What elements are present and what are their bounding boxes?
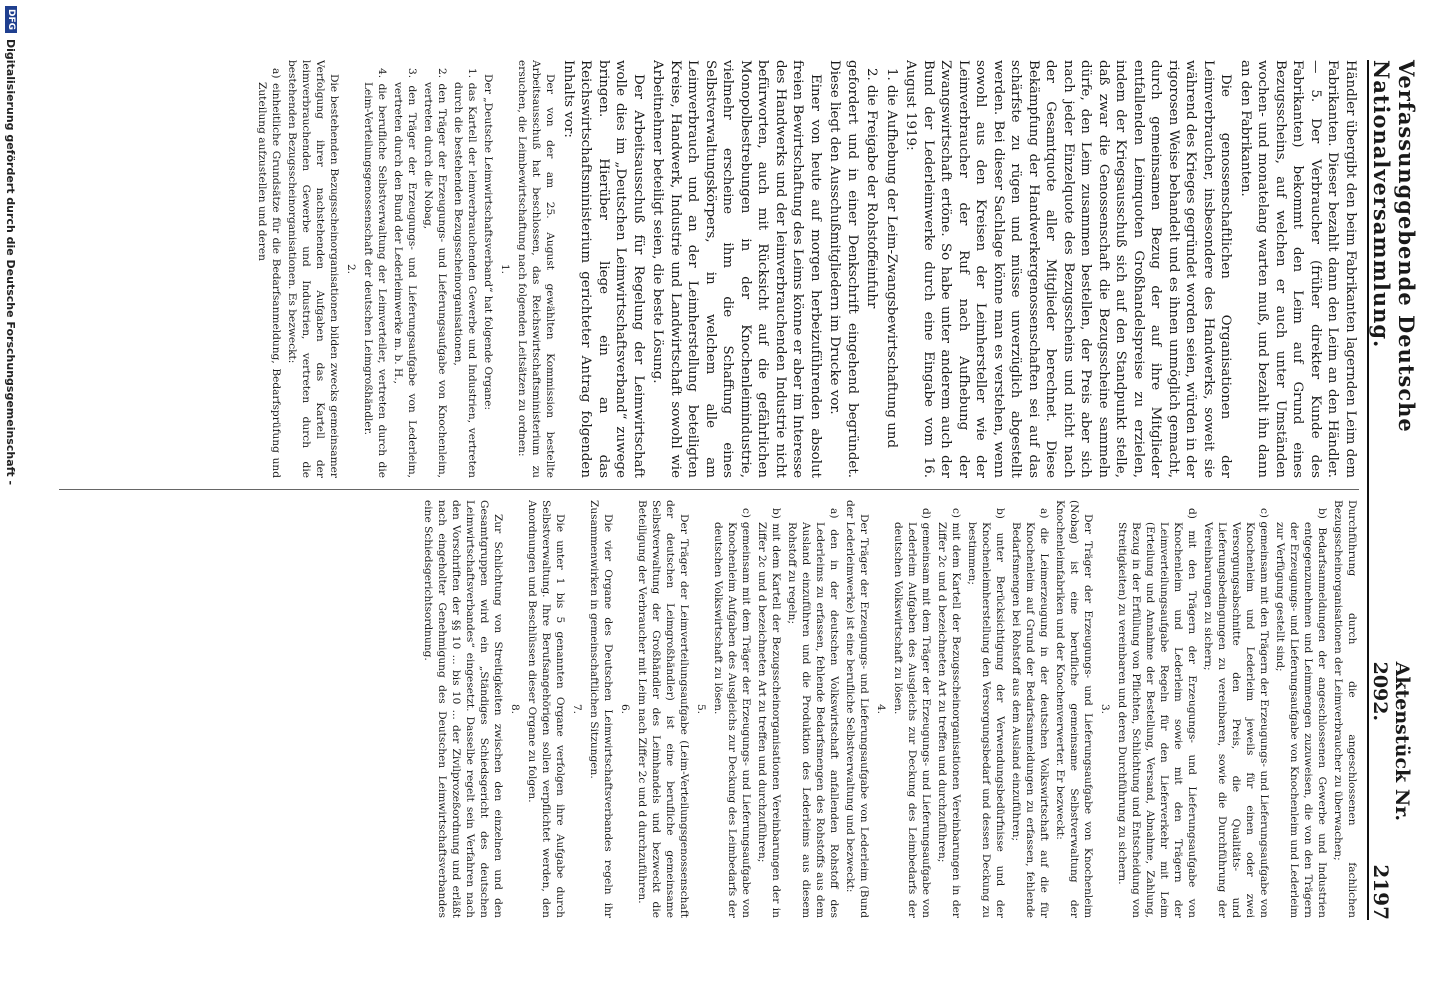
left-paragraph: 1. bbox=[499, 263, 512, 275]
left-paragraph: Die genossenschaftlichen Organisationen der Leimverbraucher, insbesondere des Handwerks, soweit sie während des Krieges gegründet worden seien, würden in der rigorosen Weise behandelt und es ihnen unmöglich gemacht, durch gemeinsamen Bezug der auf ihre Mitglieder entfallenden Leimquoten Großhandelspreise zu erzielen, indem der Kriegsausschuß sich auf den Standpunkt stelle, daß zwar die Genossenschaft die Bezugsscheine sammeln dürfe, den Leim zusammen bestellen, der Preis aber sich nach jeder Einzelquote des Bezugsscheins und nicht nach der Gesamtquote aller Mitglieder berechnet. Diese Bekämpfung der Handwerkergenossenschaften sei auf das schärfste zu rügen und müsse unverzüglich abgestellt werden. Bei dieser Sachlage könne man es verstehen, wenn sowohl aus den Kreisen der Leimhersteller wie der Leimverbraucher der Ruf nach Aufhebung der Zwangswirtschaft ertöne. So habe unter anderem auch der Bund der Lederleimwerke durch eine Eingabe vom 16. August 1919: bbox=[903, 60, 1234, 478]
right-paragraph: a) den in der deutschen Volkswirtschaft anfallenden Rohstoff des Lederleims zu erfassen, fehlende Bedarfsmengen des Rohstoffs aus dem Ausland einzuführen und die Produktion des Lederleims aus diesem Rohstoff zu regeln; bbox=[786, 508, 840, 918]
right-paragraph: d) mit den Trägern der Erzeugungs- und Lieferungsaufgabe von Knochenleim und Lederleim sowie mit den Trägern der Leimverteilungsaufgabe Regeln für den Lieferverkehr mit Leim (Erteilung und Annahme der Bestellung, Versand, Abnahme, Zahlung, Bezug in der Erfüllung von Pflichten, Schlichtung und Entscheidung von Streitigkeiten) zu vereinbaren und deren Durchführung zu sichern. bbox=[1116, 508, 1198, 918]
digitization-credit bbox=[0, 0, 22, 1006]
right-paragraph: Der Träger der Erzeugungs- und Lieferungsaufgabe von Knochenleim (Nobag) ist eine berufliche gemeinsame Selbstverwaltung der Knochenleimfabriken und der Knochenverwerter. Er bezweckt: bbox=[1054, 500, 1094, 918]
right-paragraph: c) gemeinsam mit den Trägern der Erzeugungs- und Lieferungsaufgabe von Knochenleim und Lederleim jeweils für einen oder zwei Versorgungsabschnitte den Preis, die Qualitäts- und Lieferungsbedingungen zu vereinbaren, sowie die Durchführung der Vereinbarungen zu sichern; bbox=[1202, 508, 1270, 918]
right-paragraph: Zur Schlichtung von Streitigkeiten zwischen den einzelnen und den Gesamtgruppen wird ein „Ständiges Schiedsgericht des deutschen Leimwirtschaftsverbandes“ eingesetzt. Dasselbe regelt sein Verfahren nach den Vorschriften der §§ 10 ... bis 10 ... der Zivilprozeßordnung und erläßt nach eingeholter Genehmigung des Deutschen Leimwirtschaftsverbandes eine Schiedsgerichtsordnung. bbox=[422, 500, 504, 918]
right-paragraph: 4. bbox=[875, 703, 887, 715]
right-paragraph: b) mit dem Kartell der Bezugsscheinorganisationen Vereinbarungen der in Ziffer 2c und d bezeichneten Art zu treffen und durchzuführen; bbox=[756, 508, 782, 918]
right-paragraph: Der Träger der Leimverteilungsaufgabe (Leim-Verteilungsgenossenschaft der deutschen Leimgroßhändler) ist eine berufliche gemeinsame Selbstverwaltung der Großhändler des Leimhandels und bezweckt die Beteiligung der Verbraucher mit Leim nach Ziffer 2c und d durchzuführen. bbox=[636, 500, 690, 918]
left-paragraph: Händler übergibt den beim Fabrikanten lagernden Leim dem Fabrikanten. Dieser bezahlt dann den Leim an den Händler. — 5. Der Verbraucher (früher direkter Kunde des Fabrikanten) bekommt den Leim auf Grund eines Bezugsscheins, auf welchen er auch unter Umständen wochen- und monatelang warten muß, und bezahlt ihn dann an den Fabrikanten. bbox=[1238, 60, 1358, 478]
right-paragraph: 3. bbox=[1099, 703, 1111, 715]
right-paragraph: c) gemeinsam mit dem Träger der Erzeugungs- und Lieferungsaufgabe von Knochenleim Aufgaben des Ausgleichs zur Deckung des Leimbedarfs der deutschen Volkswirtschaft zu lösen. bbox=[712, 508, 752, 918]
column-divider bbox=[59, 489, 1359, 490]
right-paragraph: 7. bbox=[571, 703, 583, 715]
right-paragraph: 6. bbox=[619, 703, 631, 715]
right-paragraph: a) die Leimerzeugung in der deutschen Volkswirtschaft auf die für Knochenleim auf Grund der Bedarfsanmeldungen zu erfassen, fehlende Bedarfsmengen bei Rohstoff aus dem Ausland einzuführen; bbox=[1010, 508, 1050, 918]
left-paragraph: 3. den Träger der Erzeugungs- und Lieferungsaufgabe von Lederleim, vertreten durch den Bund der Lederleimwerke m. b. H., bbox=[392, 68, 419, 478]
left-paragraph: 2. bbox=[345, 263, 358, 275]
left-paragraph: 4. die berufliche Selbstverwaltung der Leimverteiler, vertreten durch die Leim-Verteilungsgenossenschaft der deutschen Leimgroßhändler. bbox=[362, 68, 389, 478]
page-number: 2197 bbox=[1369, 864, 1393, 920]
right-paragraph: Die unter 1 bis 5 genannten Organe verfolgen ihre Aufgabe durch Selbstverwaltung. Ihre Berufsangehörigen sollen verpflichtet werden, den Anordnungen und Beschlüssen dieser Organe zu folgen. bbox=[526, 500, 566, 918]
right-column bbox=[49, 500, 1359, 918]
right-paragraph: b) Bedarfsanmeldungen der angeschlossenen Gewerbe und Industrien entgegenzunehmen und Leimmengen zuzuweisen, die von den Trägern der Erzeugungs- und Lieferungsaufgabe von Knochenleim und Lederleim zur Verfügung gestellt sind; bbox=[1274, 508, 1328, 918]
left-paragraph: a) einheitliche Grundsätze für die Bedarfsanmeldung, Bedarfsprüfung und Zuteilung aufzustellen und deren bbox=[256, 68, 283, 478]
document-page bbox=[25, 30, 1419, 950]
left-paragraph: Der „Deutsche Leimwirtschaftsverband“ hat folgende Organe: bbox=[482, 74, 495, 411]
digitization-credit-text: Digitalisierung gefördert durch die Deutsche Forschungsgemeinschaft - bbox=[4, 39, 18, 486]
header-title: Verfassunggebende Deutsche Nationalversammlung. bbox=[1369, 60, 1419, 433]
left-paragraph: 2. den Träger der Erzeugungs- und Lieferungsaufgabe von Knochenleim, vertreten durch die Nobag, bbox=[422, 68, 449, 478]
right-paragraph: Der Träger der Erzeugungs- und Lieferungsaufgabe von Lederleim (Bund der Lederleimwerke) ist eine berufliche Selbstverwaltung und bezweckt: bbox=[844, 500, 870, 918]
left-paragraph: 1. das Kartell der leimverbrauchenden Gewerbe und Industrien, vertreten durch die bestehenden Bezugsscheinorganisationen, bbox=[452, 68, 479, 478]
right-paragraph: b) unter Berücksichtigung der Verwendungsbedürfnisse und der Knochenleimherstellung den Versorgungsbedarf und dessen Deckung zu bestimmen; bbox=[966, 508, 1006, 918]
left-paragraph: Die bestehenden Bezugsscheinorganisationen bilden zwecks gemeinsamer Verfolgung ihrer nachstehenden Aufgaben das Kartell der leimverbrauchenden Gewerbe und Industrien, vertreten durch die bestehenden Bezugsscheinorganisationen. Es bezweckt: bbox=[286, 60, 341, 478]
right-paragraph: c) mit dem Kartell der Bezugsscheinorganisationen Vereinbarungen in der Ziffer 2c und d bezeichneten Art zu treffen und durchzuführen; bbox=[936, 508, 962, 918]
left-paragraph: Der Arbeitsausschuß für Regelung der Leimwirtschaft wolle dies im „Deutschen Leimwirtschaftsverband“ zuwege bringen. Hierüber liege ein an das Reichswirtschaftsministerium gerichteter Antrag folgenden Inhalts vor: bbox=[561, 60, 646, 478]
left-paragraph: Einer von heute auf morgen herbeizuführenden absolut freien Bewirtschaftung des Leims könne er aber im Interesse des Handwerks und der leimverbrauchenden Industrie nicht befürworten, auch mit Rücksicht auf die gefährlichen Monopolbestrebungen in der Knochenleimindustrie, vielmehr erscheine ihm die Schaffung eines Selbstverwaltungskörpers, in welchem alle am Leimverbrauch und an der Leimherstellung beteiligten Kreise, Handwerk, Industrie und Landwirtschaft sowohl wie Arbeitnehmer beteiligt seien, die beste Lösung. bbox=[650, 60, 823, 478]
left-paragraph: gefordert und in einer Denkschrift eingehend begründet. Diese liegt den Ausschußmitgliedern im Drucke vor. bbox=[827, 60, 860, 478]
dfg-logo: DFG bbox=[5, 6, 17, 33]
right-paragraph: d) gemeinsam mit dem Träger der Erzeugungs- und Lieferungsaufgabe von Lederleim Aufgaben des Ausgleichs zur Deckung des Leimbedarfs der deutschen Volkswirtschaft zu lösen. bbox=[892, 508, 932, 918]
left-column bbox=[49, 60, 1359, 478]
right-paragraph: Die vier Organe des Deutschen Leimwirtschaftsverbandes regeln ihr Zusammenwirken in gemeinschaftlichen Sitzungen. bbox=[588, 500, 614, 918]
right-paragraph: 5. bbox=[695, 703, 707, 715]
right-paragraph: Durchführung durch die angeschlossenen fachlichen Bezugsscheinorganisationen der Leimverbraucher zu überwachen; bbox=[1332, 500, 1358, 918]
left-paragraph: 2. die Freigabe der Rohstoffeinfuhr bbox=[864, 68, 880, 309]
right-paragraph: 8. bbox=[509, 703, 521, 715]
page-header bbox=[1367, 60, 1419, 920]
left-paragraph: Der von der am 25. August gewählten Kommission bestellte Arbeitsausschuß hat beschlossen, das Reichswirtschaftsministerium zu ersuchen, die Leimbewirtschaftung nach folgenden Leitsätzen zu ordnen: bbox=[516, 60, 557, 478]
left-paragraph: 1. die Aufhebung der Leim-Zwangsbewirtschaftung und bbox=[884, 68, 899, 449]
header-aktenstueck: Aktenstück Nr. 2092. bbox=[1369, 661, 1413, 822]
